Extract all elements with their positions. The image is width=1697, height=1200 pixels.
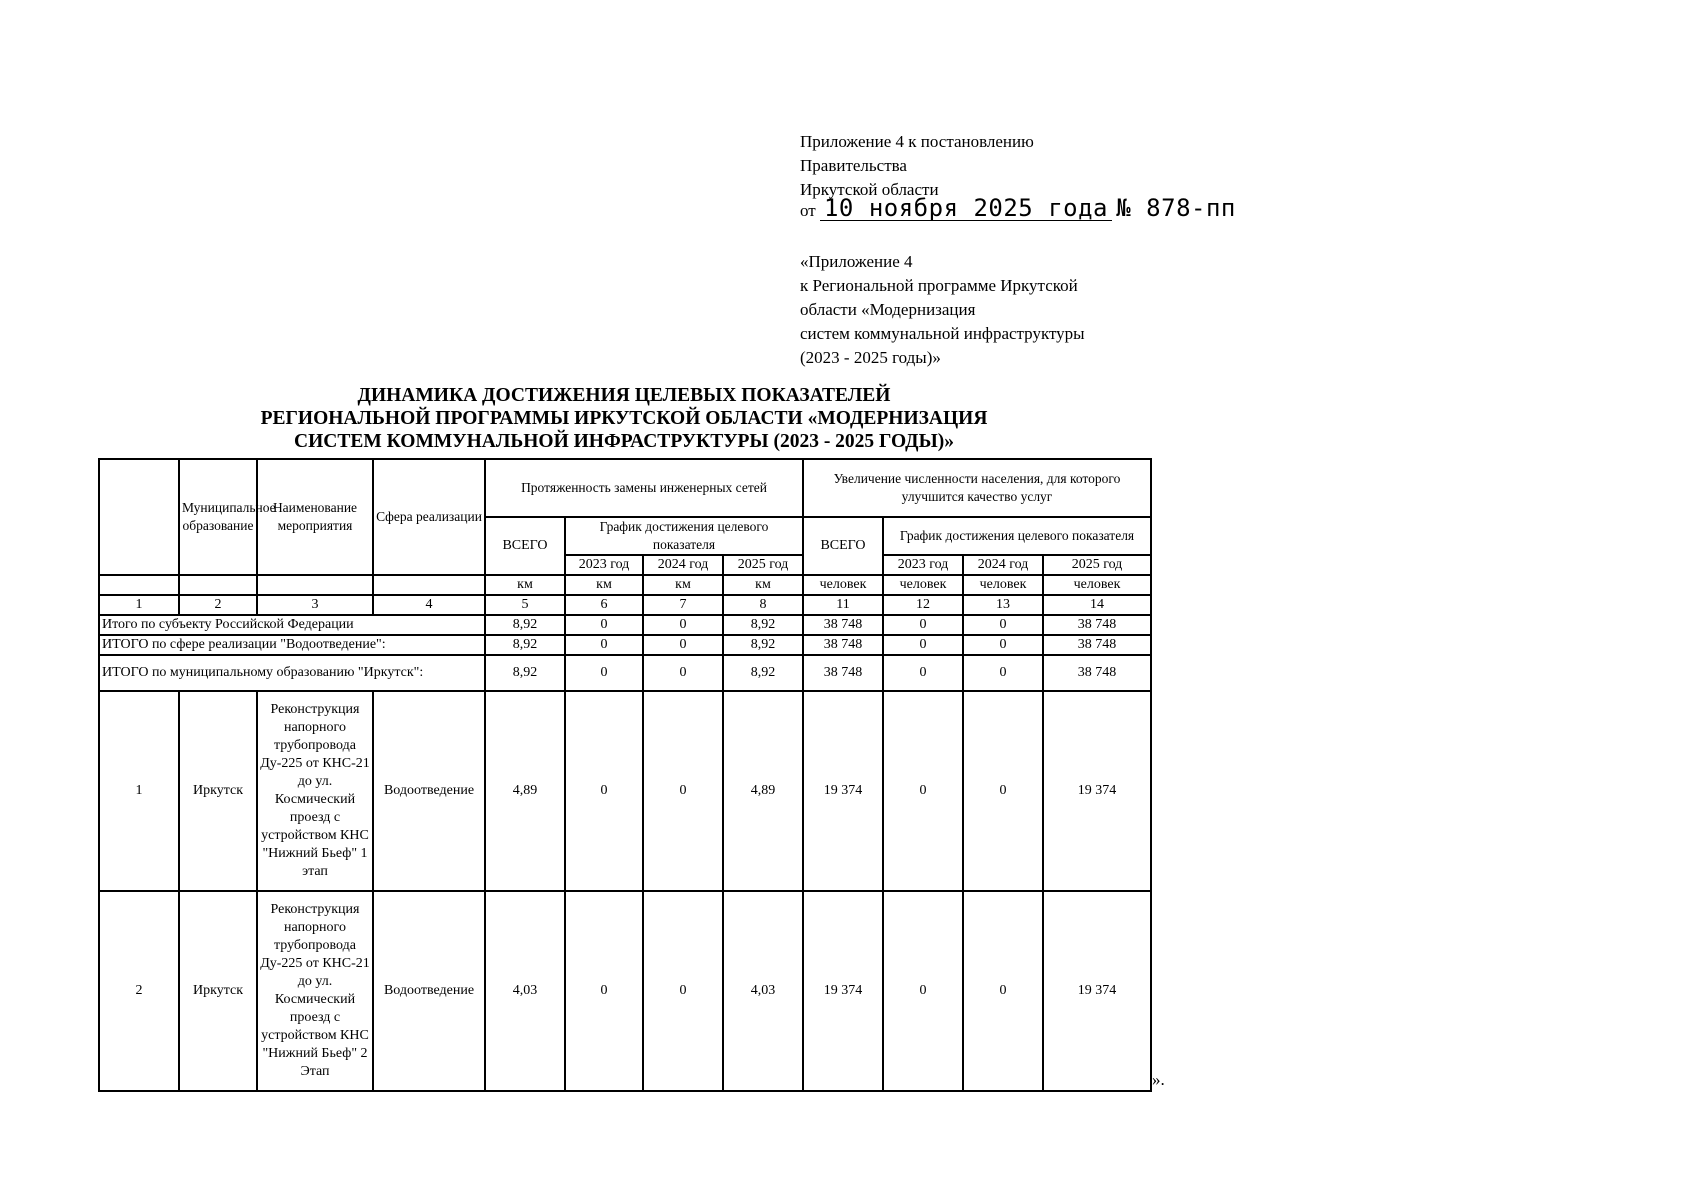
header-event: Наименование мероприятия [257,459,373,575]
row-value: 19 374 [803,891,883,1091]
header-year: 2023 год [883,555,963,575]
resolution-date [800,196,1236,223]
column-number: 14 [1043,595,1151,615]
indicators-table [98,458,1152,1092]
appendix-line: Иркутской области [800,180,939,199]
unit-cell: км [643,575,723,595]
column-number: 8 [723,595,803,615]
total-value: 38 748 [803,615,883,635]
row-municipality: Иркутск [179,691,257,891]
total-value: 38 748 [1043,615,1151,635]
header-empty [99,459,179,575]
title-line: СИСТЕМ КОММУНАЛЬНОЙ ИНФРАСТРУКТУРЫ (2023 - 2025 ГОДЫ)» [294,431,954,452]
total-value: 0 [643,635,723,655]
date-prefix: от [800,201,816,220]
program-line: к Региональной программе Иркутской [800,276,1078,295]
column-number: 2 [179,595,257,615]
total-row [99,615,1151,635]
program-line: «Приложение 4 [800,252,913,271]
program-line: (2023 - 2025 годы)» [800,348,941,367]
header-municipality: Муниципальное образование [179,459,257,575]
column-number: 11 [803,595,883,615]
row-municipality: Иркутск [179,891,257,1091]
row-value: 0 [565,891,643,1091]
unit-cell [257,575,373,595]
column-number: 6 [565,595,643,615]
program-line: области «Модернизация [800,300,976,319]
row-number: 1 [99,691,179,891]
row-value: 4,03 [485,891,565,1091]
header-year: 2025 год [723,555,803,575]
total-value: 0 [963,655,1043,691]
total-value: 8,92 [723,655,803,691]
row-value: 19 374 [1043,891,1151,1091]
title-line: РЕГИОНАЛЬНОЙ ПРОГРАММЫ ИРКУТСКОЙ ОБЛАСТИ «МОДЕРНИЗАЦИЯ [260,408,988,429]
total-row [99,655,1151,691]
header-year: 2023 год [565,555,643,575]
column-number: 3 [257,595,373,615]
unit-cell: человек [963,575,1043,595]
column-number: 7 [643,595,723,615]
total-row [99,635,1151,655]
total-label: ИТОГО по сфере реализации "Водоотведение": [99,635,485,655]
total-value: 0 [883,655,963,691]
row-value: 0 [643,891,723,1091]
total-value: 8,92 [485,655,565,691]
table-row [99,891,1151,1091]
total-value: 0 [963,615,1043,635]
column-number: 1 [99,595,179,615]
total-value: 0 [565,655,643,691]
column-number: 5 [485,595,565,615]
total-value: 0 [565,615,643,635]
total-value: 38 748 [1043,635,1151,655]
unit-cell [179,575,257,595]
header-year: 2024 год [643,555,723,575]
row-value: 4,03 [723,891,803,1091]
appendix-line: Правительства [800,156,907,175]
column-number: 12 [883,595,963,615]
header-schedule-people: График достижения целевого показателя [883,517,1151,555]
row-value: 0 [883,691,963,891]
unit-cell: человек [883,575,963,595]
resolution-number: № 878-пп [1116,194,1236,222]
document-title [98,384,1150,453]
row-value: 0 [963,891,1043,1091]
unit-cell [373,575,485,595]
column-numbers-row [99,595,1151,615]
title-line: ДИНАМИКА ДОСТИЖЕНИЯ ЦЕЛЕВЫХ ПОКАЗАТЕЛЕЙ [357,385,891,406]
header-row [99,459,1151,517]
row-value: 0 [883,891,963,1091]
header-sphere: Сфера реализации [373,459,485,575]
total-value: 0 [643,655,723,691]
table-row [99,691,1151,891]
appendix-block [800,130,1236,229]
unit-cell [99,575,179,595]
appendix-line: Приложение 4 к постановлению [800,132,1034,151]
header-population-group: Увеличение численности населения, для которого улучшится качество услуг [803,459,1151,517]
total-label: ИТОГО по муниципальному образованию "Иркутск": [99,655,485,691]
date-value: 10 ноября 2025 года [820,196,1112,221]
total-value: 8,92 [723,615,803,635]
unit-cell: км [723,575,803,595]
total-value: 38 748 [803,635,883,655]
header-length-group: Протяженность замены инженерных сетей [485,459,803,517]
unit-cell: км [485,575,565,595]
program-reference [800,250,1085,370]
header-year: 2024 год [963,555,1043,575]
total-value: 0 [565,635,643,655]
row-value: 0 [643,691,723,891]
total-value: 0 [883,635,963,655]
row-value: 19 374 [1043,691,1151,891]
row-sphere: Водоотведение [373,891,485,1091]
unit-cell: человек [1043,575,1151,595]
total-value: 38 748 [803,655,883,691]
total-value: 0 [643,615,723,635]
row-sphere: Водоотведение [373,691,485,891]
total-value: 0 [883,615,963,635]
program-line: систем коммунальной инфраструктуры [800,324,1085,343]
unit-cell: км [565,575,643,595]
total-value: 38 748 [1043,655,1151,691]
total-value: 0 [963,635,1043,655]
unit-cell: человек [803,575,883,595]
column-number: 4 [373,595,485,615]
column-number: 13 [963,595,1043,615]
units-row [99,575,1151,595]
header-total-km: ВСЕГО [485,517,565,575]
total-value: 8,92 [485,635,565,655]
header-year: 2025 год [1043,555,1151,575]
row-value: 4,89 [723,691,803,891]
row-value: 19 374 [803,691,883,891]
row-value: 4,89 [485,691,565,891]
row-value: 0 [963,691,1043,891]
closing-quote: ». [1152,1070,1165,1089]
header-total-people: ВСЕГО [803,517,883,575]
header-schedule-km: График достижения целевого показателя [565,517,803,555]
total-value: 8,92 [723,635,803,655]
row-number: 2 [99,891,179,1091]
row-event: Реконструкция напорного трубопровода Ду-225 от КНС-21 до ул. Космический проезд с устройством КНС "Нижний Бьеф" 2 Этап [257,891,373,1091]
row-event: Реконструкция напорного трубопровода Ду-225 от КНС-21 до ул. Космический проезд с устройством КНС "Нижний Бьеф" 1 этап [257,691,373,891]
total-value: 8,92 [485,615,565,635]
row-value: 0 [565,691,643,891]
total-label: Итого по субъекту Российской Федерации [99,615,485,635]
